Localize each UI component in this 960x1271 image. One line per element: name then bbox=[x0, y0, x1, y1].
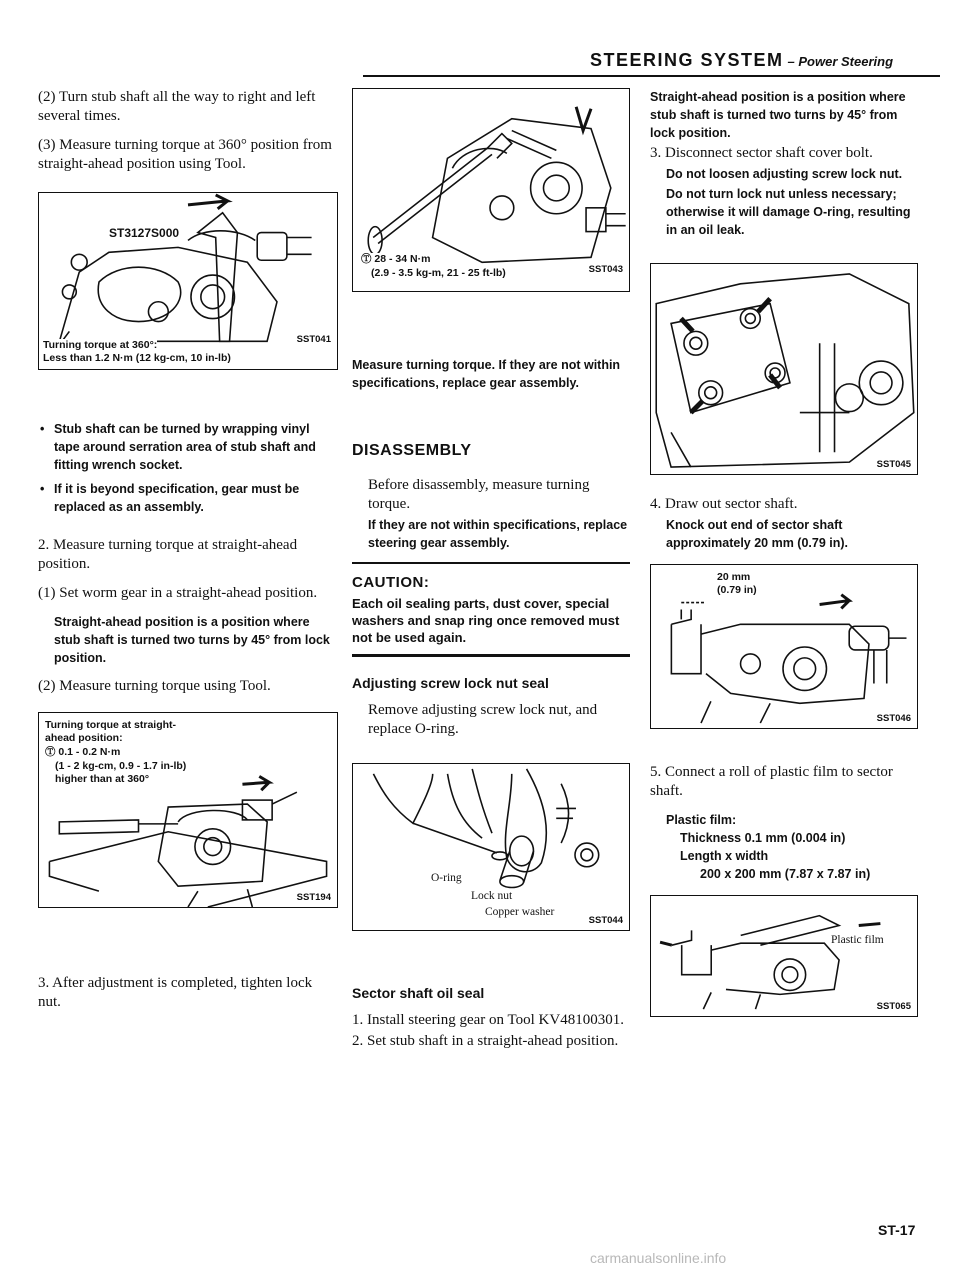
figure-sst065 bbox=[650, 895, 918, 1017]
figure-sst043 bbox=[352, 88, 630, 292]
paragraph: Remove adjusting screw lock nut, and replace O-ring. bbox=[368, 702, 598, 737]
figure-code: SST194 bbox=[296, 892, 331, 903]
caution-box bbox=[352, 562, 630, 657]
header-title: STEERING SYSTEM bbox=[590, 50, 784, 70]
spec-line: higher than at 360° bbox=[55, 773, 150, 785]
bold-note: Measure turning torque. If they are not within specifications, replace gear assembly. bbox=[352, 358, 621, 390]
paragraph: 1. Install steering gear on Tool KV48100301. bbox=[352, 1012, 624, 1028]
bold-note: Knock out end of sector shaft approximately 20 mm (0.79 in). bbox=[666, 518, 849, 550]
spec-line: Less than 1.2 N·m (12 kg-cm, 10 in-lb) bbox=[43, 352, 231, 364]
figure-code: SST043 bbox=[588, 264, 623, 275]
column-right bbox=[650, 88, 918, 1029]
paragraph: 4. Draw out sector shaft. bbox=[650, 496, 798, 512]
spec-line: (1 - 2 kg-cm, 0.9 - 1.7 in-lb) bbox=[55, 760, 187, 772]
header-subtitle: – Power Steering bbox=[787, 54, 894, 69]
draw-out-sector-shaft-illustration bbox=[651, 565, 917, 728]
watermark: carmanualsonline.info bbox=[590, 1250, 727, 1266]
spec-line: Turning torque at 360°: bbox=[43, 339, 158, 351]
figure-sst194 bbox=[38, 712, 338, 908]
bold-note: Do not loosen adjusting screw lock nut. bbox=[666, 167, 903, 181]
paragraph: (2) Measure turning torque using Tool. bbox=[38, 678, 271, 694]
bold-note: Thickness 0.1 mm (0.004 in) bbox=[680, 831, 846, 845]
caution-text: Each oil sealing parts, dust cover, special washers and snap ring once removed must not be used again. bbox=[352, 596, 620, 645]
figure-sst046 bbox=[650, 564, 918, 729]
figure-code: SST046 bbox=[876, 713, 911, 724]
figure-sst045 bbox=[650, 263, 918, 475]
figure-code: SST065 bbox=[876, 1001, 911, 1012]
figure-code: SST044 bbox=[588, 915, 623, 926]
figure-code: SST045 bbox=[876, 459, 911, 470]
subsection-heading: Adjusting screw lock nut seal bbox=[352, 675, 549, 691]
subsection-heading: Sector shaft oil seal bbox=[352, 985, 485, 1001]
paragraph: (3) Measure turning torque at 360° position from straight-ahead position using Tool. bbox=[38, 137, 332, 172]
paragraph: 2. Measure turning torque at straight-ahead position. bbox=[38, 537, 298, 572]
paragraph: (2) Turn stub shaft all the way to right and left several times. bbox=[38, 89, 316, 124]
sector-cover-bolts-illustration bbox=[651, 264, 917, 474]
tool-label: ST3127S000 bbox=[109, 226, 180, 240]
header-rule bbox=[363, 75, 940, 77]
section-heading: DISASSEMBLY bbox=[352, 442, 472, 459]
figure-sst044 bbox=[352, 763, 630, 931]
column-middle bbox=[352, 88, 630, 1061]
locknut-label: Lock nut bbox=[471, 890, 513, 902]
caution-title: CAUTION: bbox=[352, 574, 430, 591]
washer-label: Copper washer bbox=[485, 906, 555, 918]
oring-label: O-ring bbox=[431, 872, 462, 884]
bold-note: 200 x 200 mm (7.87 x 7.87 in) bbox=[700, 867, 871, 881]
paragraph: (1) Set worm gear in a straight-ahead position. bbox=[38, 585, 318, 601]
dimension-line: (0.79 in) bbox=[717, 584, 757, 596]
paragraph: 5. Connect a roll of plastic film to sector shaft. bbox=[650, 764, 893, 799]
paragraph: 3. Disconnect sector shaft cover bolt. bbox=[650, 145, 873, 161]
bold-note: Length x width bbox=[680, 849, 769, 863]
plastic-film-illustration bbox=[651, 896, 917, 1016]
figure-code: SST041 bbox=[296, 334, 331, 345]
column-left bbox=[38, 88, 338, 1022]
spec-line: ahead position: bbox=[45, 732, 123, 744]
spec-line: Ⓣ 28 - 34 N·m bbox=[361, 253, 431, 265]
bold-note: Do not turn lock nut unless necessary; otherwise it will damage O-ring, resulting in an oil leak. bbox=[666, 187, 911, 237]
bold-note: Straight-ahead position is a position where stub shaft is turned two turns by 45° from lock position. bbox=[54, 615, 330, 665]
bold-note: Plastic film: bbox=[666, 813, 737, 827]
paragraph: 2. Set stub shaft in a straight-ahead position. bbox=[352, 1033, 619, 1049]
paragraph: 3. After adjustment is completed, tighten lock nut. bbox=[38, 975, 313, 1010]
torque-icon: Ⓣ bbox=[361, 253, 375, 265]
plastic-film-label: Plastic film bbox=[831, 934, 884, 946]
bullet-item: • If it is beyond specification, gear must be replaced as an assembly. bbox=[40, 482, 300, 514]
spec-line: Ⓣ 0.1 - 0.2 N·m bbox=[45, 746, 121, 758]
dimension-line: 20 mm bbox=[717, 571, 751, 583]
page-header bbox=[590, 50, 940, 74]
bullet-dot: • bbox=[40, 422, 45, 436]
bullet-item: • Stub shaft can be turned by wrapping vinyl tape around serration area of stub shaft and fitting wrench socket. bbox=[40, 422, 316, 472]
spec-line: Turning torque at straight- bbox=[45, 719, 177, 731]
bold-note: If they are not within specifications, replace steering gear assembly. bbox=[368, 518, 628, 550]
spec-line: (2.9 - 3.5 kg-m, 21 - 25 ft-lb) bbox=[371, 267, 506, 279]
torque-icon: Ⓣ bbox=[45, 746, 59, 758]
figure-sst041 bbox=[38, 192, 338, 370]
bullet-dot: • bbox=[40, 482, 45, 496]
bold-note: Straight-ahead position is a position where stub shaft is turned two turns by 45° from lock position. bbox=[650, 90, 906, 140]
paragraph: Before disassembly, measure turning torque. bbox=[368, 477, 590, 512]
page-number: ST-17 bbox=[878, 1222, 916, 1238]
